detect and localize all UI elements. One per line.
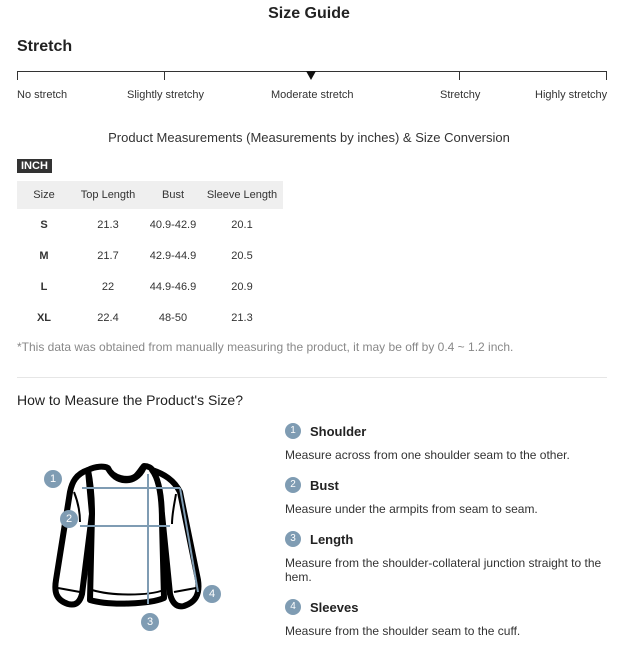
stretch-label-stretchy: Stretchy xyxy=(440,89,481,101)
unit-badge: INCH xyxy=(17,159,52,173)
step-title-bust: Bust xyxy=(310,478,339,493)
diagram-marker-sleeves: 4 xyxy=(203,585,221,603)
size-cell: M xyxy=(39,249,49,262)
step-number-badge: 1 xyxy=(285,423,301,439)
bust-cell: 42.9-44.9 xyxy=(149,249,197,262)
column-header: Bust xyxy=(145,181,201,209)
measurement-diagram xyxy=(40,462,230,640)
sweatshirt-outline-icon xyxy=(40,462,230,640)
step-desc-bust: Measure under the armpits from seam to seam. xyxy=(285,502,538,516)
top-length-cell: 21.3 xyxy=(97,218,119,231)
column-header: Sleeve Length xyxy=(201,181,283,209)
size-cell: XL xyxy=(36,311,52,324)
diagram-marker-bust: 2 xyxy=(60,510,78,528)
step-desc-length: Measure from the shoulder-collateral junction straight to the hem. xyxy=(285,556,602,584)
bust-cell: 48-50 xyxy=(158,311,188,324)
step-number-badge: 4 xyxy=(285,599,301,615)
stretch-heading: Stretch xyxy=(17,38,73,55)
bust-cell: 44.9-46.9 xyxy=(149,280,197,293)
step-title-sleeves: Sleeves xyxy=(310,600,359,615)
table-row xyxy=(17,209,283,240)
how-to-measure-heading: How to Measure the Product's Size? xyxy=(17,392,244,408)
top-length-cell: 22.4 xyxy=(97,311,119,324)
stretch-tick xyxy=(17,71,18,80)
size-table xyxy=(17,181,283,333)
step-number-badge: 2 xyxy=(285,477,301,493)
diagram-marker-length: 3 xyxy=(141,613,159,631)
stretch-selected-marker-icon xyxy=(306,71,316,80)
sleeve-length-cell: 20.1 xyxy=(231,218,253,231)
sleeve-length-cell: 20.9 xyxy=(231,280,253,293)
sleeve-length-cell: 20.5 xyxy=(231,249,253,262)
step-title-length: Length xyxy=(310,532,354,547)
stretch-tick xyxy=(164,71,165,80)
page-title: Size Guide xyxy=(268,5,350,22)
stretch-label-moderate: Moderate stretch xyxy=(271,89,354,101)
top-length-cell: 21.7 xyxy=(97,249,119,262)
stretch-tick xyxy=(606,71,607,80)
stretch-label-no-stretch: No stretch xyxy=(17,89,68,101)
column-header: Top Length xyxy=(71,181,145,209)
step-title-shoulder: Shoulder xyxy=(310,424,367,439)
stretch-tick xyxy=(459,71,460,80)
step-desc-sleeves: Measure from the shoulder seam to the cuff. xyxy=(285,624,521,638)
stretch-label-highly: Highly stretchy xyxy=(535,89,608,101)
section-divider xyxy=(17,377,607,378)
measurements-title: Product Measurements (Measurements by inches) & Size Conversion xyxy=(108,130,510,145)
size-cell: L xyxy=(40,280,48,293)
top-length-cell: 22 xyxy=(101,280,115,293)
size-cell: S xyxy=(40,218,48,231)
bust-cell: 40.9-42.9 xyxy=(149,218,197,231)
table-header-row xyxy=(17,181,283,209)
table-row xyxy=(17,302,283,333)
sleeve-length-cell: 21.3 xyxy=(231,311,253,324)
column-header: Size xyxy=(17,181,71,209)
table-row xyxy=(17,271,283,302)
diagram-marker-shoulder: 1 xyxy=(44,470,62,488)
table-row xyxy=(17,240,283,271)
step-desc-shoulder: Measure across from one shoulder seam to the other. xyxy=(285,448,570,462)
stretch-label-slightly: Slightly stretchy xyxy=(127,89,205,101)
step-number-badge: 3 xyxy=(285,531,301,547)
measurement-disclaimer: *This data was obtained from manually measuring the product, it may be off by 0.4 ~ 1.2 inch. xyxy=(17,340,514,354)
